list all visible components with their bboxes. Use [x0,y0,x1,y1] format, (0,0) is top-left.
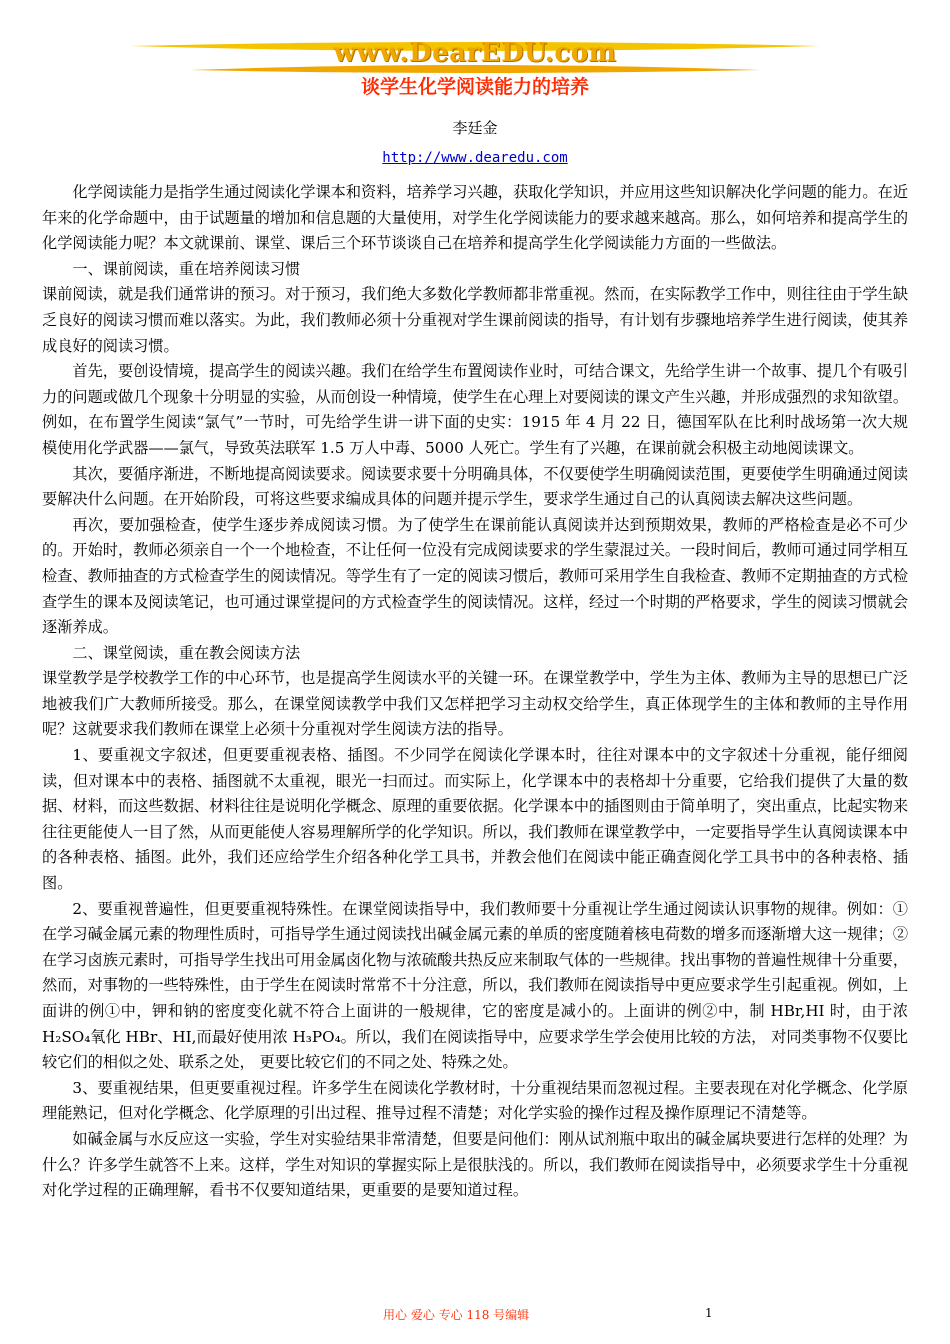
author-name: 李廷金 [452,119,498,137]
paragraph: 如碱金属与水反应这一实验，学生对实验结果非常清楚，但要是问他们：刚从试剂瓶中取出的碱金属块要进行怎样的处理？为什么？许多学生就答不上来。这样，学生对知识的掌握实际上是很肤浅的。所以，我们教师在阅读指导中，必须要求学生十分重视对化学过程的正确理解，看书不仅要知道结果，更重要的是要知道过程。 [42,1129,908,1200]
page-title: 谈学生化学阅读能力的培养 [360,76,589,98]
paragraph: 2、要重视普遍性，但更要重视特殊性。在课堂阅读指导中，我们教师要十分重视让学生通过阅读认识事物的规律。例如：①在学习碱金属元素的物理性质时，可指导学生通过阅读找出碱金属元素的单质的密度随着核电荷数的增多而逐渐增大这一规律；②在学习卤族元素时，可指导学生找出可用金属卤化物与浓硫酸共热反应来制取气体的一些规律。找出事物的普遍性规律十分重要，然而，对事物的一些特殊性，由于学生在阅读时常常不十分注意，所以，我们教师在阅读指导中更应要求学生引起重视。例如，上面讲的例①中，钾和钠的密度变化就不符合上面讲的一般规律，它的密度是减小的。上面讲的例②中，制 HBr,HI 时，由于浓 H₂SO₄氧化 HBr、HI,而最好使用浓 H₃PO₄。所以，我们在阅读指导中，应要求学生学会使用比较的方法， 对同类事物不仅要比较它们的相似之处、联系之处， 更要比较它们的不同之处、特殊之处。 [42,899,908,1072]
footer-text: 用心 爱心 专心 118 号编辑 [383,1308,530,1322]
article-body [42,180,908,1204]
section-heading: 一、课前阅读，重在培养阅读习惯 [72,259,301,278]
paragraph: 课前阅读，就是我们通常讲的预习。对于预习，我们绝大多数化学教师都非常重视。然而，在实际教学工作中，则往往由于学生缺乏良好的阅读习惯而难以落实。为此，我们教师必须十分重视对学生课前阅读的指导，有计划有步骤地培养学生进行阅读，使其养成良好的阅读习惯。 [42,285,908,355]
paragraph: 化学阅读能力是指学生通过阅读化学课本和资料，培养学习兴趣，获取化学知识，并应用这些知识解决化学问题的能力。在近年来的化学命题中，由于试题量的增加和信息题的大量使用，对学生化学阅读能力的要求越来越高。那么，如何培养和提高学生的化学阅读能力呢？本文就课前、课堂、课后三个环节谈谈自己在培养和提高学生化学阅读能力方面的一些做法。 [42,183,908,253]
brand-logo-text: www.DearEDU.com [333,38,617,68]
paragraph: 3、要重视结果，但更要重视过程。许多学生在阅读化学教材时，十分重视结果而忽视过程。主要表现在对化学概念、化学原理能熟记，但对化学概念、化学原理的引出过程、推导过程不清楚；对化学实验的操作过程及操作原理记不清楚等。 [42,1078,908,1123]
source-url [0,150,950,166]
section-heading: 二、课堂阅读，重在教会阅读方法 [72,643,301,662]
paragraph: 其次，要循序渐进，不断地提高阅读要求。阅读要求要十分明确具体，不仅要使学生明确阅读范围，更要使学生明确通过阅读要解决什么问题。在开始阶段，可将这些要求编成具体的问题并提示学生，要求学生通过自己的认真阅读去解决这些问题。 [42,464,908,509]
paragraph: 1、要重视文字叙述，但更要重视表格、插图。不少同学在阅读化学课本时，往往对课本中的文字叙述十分重视，能仔细阅读，但对课本中的表格、插图就不太重视，眼光一扫而过。而实际上，化学课本中的表格却十分重要，它给我们提供了大量的数据、材料，而这些数据、材料往往是说明化学概念、原理的重要依据。化学课本中的插图则由于简单明了，突出重点，比起实物来往往更能使人一目了然，从而更能使人容易理解所学的化学知识。所以，我们教师在课堂教学中，一定要指导学生认真阅读课本中的各种表格、插图。此外，我们还应给学生介绍各种化学工具书，并教会他们在阅读中能正确查阅化学工具书中的各种表格、插图。 [42,746,908,893]
paragraph: 课堂教学是学校教学工作的中心环节，也是提高学生阅读水平的关键一环。在课堂教学中，学生为主体、教师为主导的思想已广泛地被我们广大教师所接受。那么，在课堂阅读教学中我们又怎样把学习主动权交给学生，真正体现学生的主体和教师的主导作用呢？这就要求我们教师在课堂上必须十分重视对学生阅读方法的指导。 [42,669,908,739]
source-url-link[interactable]: http://www.dearedu.com [382,150,568,166]
page-number: 1 [705,1306,713,1320]
paragraph: 再次，要加强检查，使学生逐步养成阅读习惯。为了使学生在课前能认真阅读并达到预期效果，教师的严格检查是必不可少的。开始时，教师必须亲自一个一个地检查，不让任何一位没有完成阅读要求的学生蒙混过关。一段时间后，教师可通过同学相互检查、教师抽查的方式检查学生的阅读情况。等学生有了一定的阅读习惯后，教师可采用学生自我检查、教师不定期抽查的方式检查学生的课本及阅读笔记，也可通过课堂提问的方式检查学生的阅读情况。这样，经过一个时期的严格要求，学生的阅读习惯就会逐渐养成。 [42,515,908,637]
paragraph: 首先，要创设情境，提高学生的阅读兴趣。我们在给学生布置阅读作业时，可结合课文，先给学生讲一个故事、提几个有吸引力的问题或做几个现象十分明显的实验，从而创设一种情境，使学生在心理上对要阅读的课文产生兴趣，并形成强烈的求知欲望。例如，在布置学生阅读“氯气”一节时，可先给学生讲一讲下面的史实：1915 年 4 月 22 日，德国军队在比利时战场第一次大规模使用化学武器——氯气，导致英法联军 1.5 万人中毒、5000 人死亡。学生有了兴趣，在课前就会积极主动地阅读课文。 [42,362,908,457]
page-footer [0,1306,950,1326]
